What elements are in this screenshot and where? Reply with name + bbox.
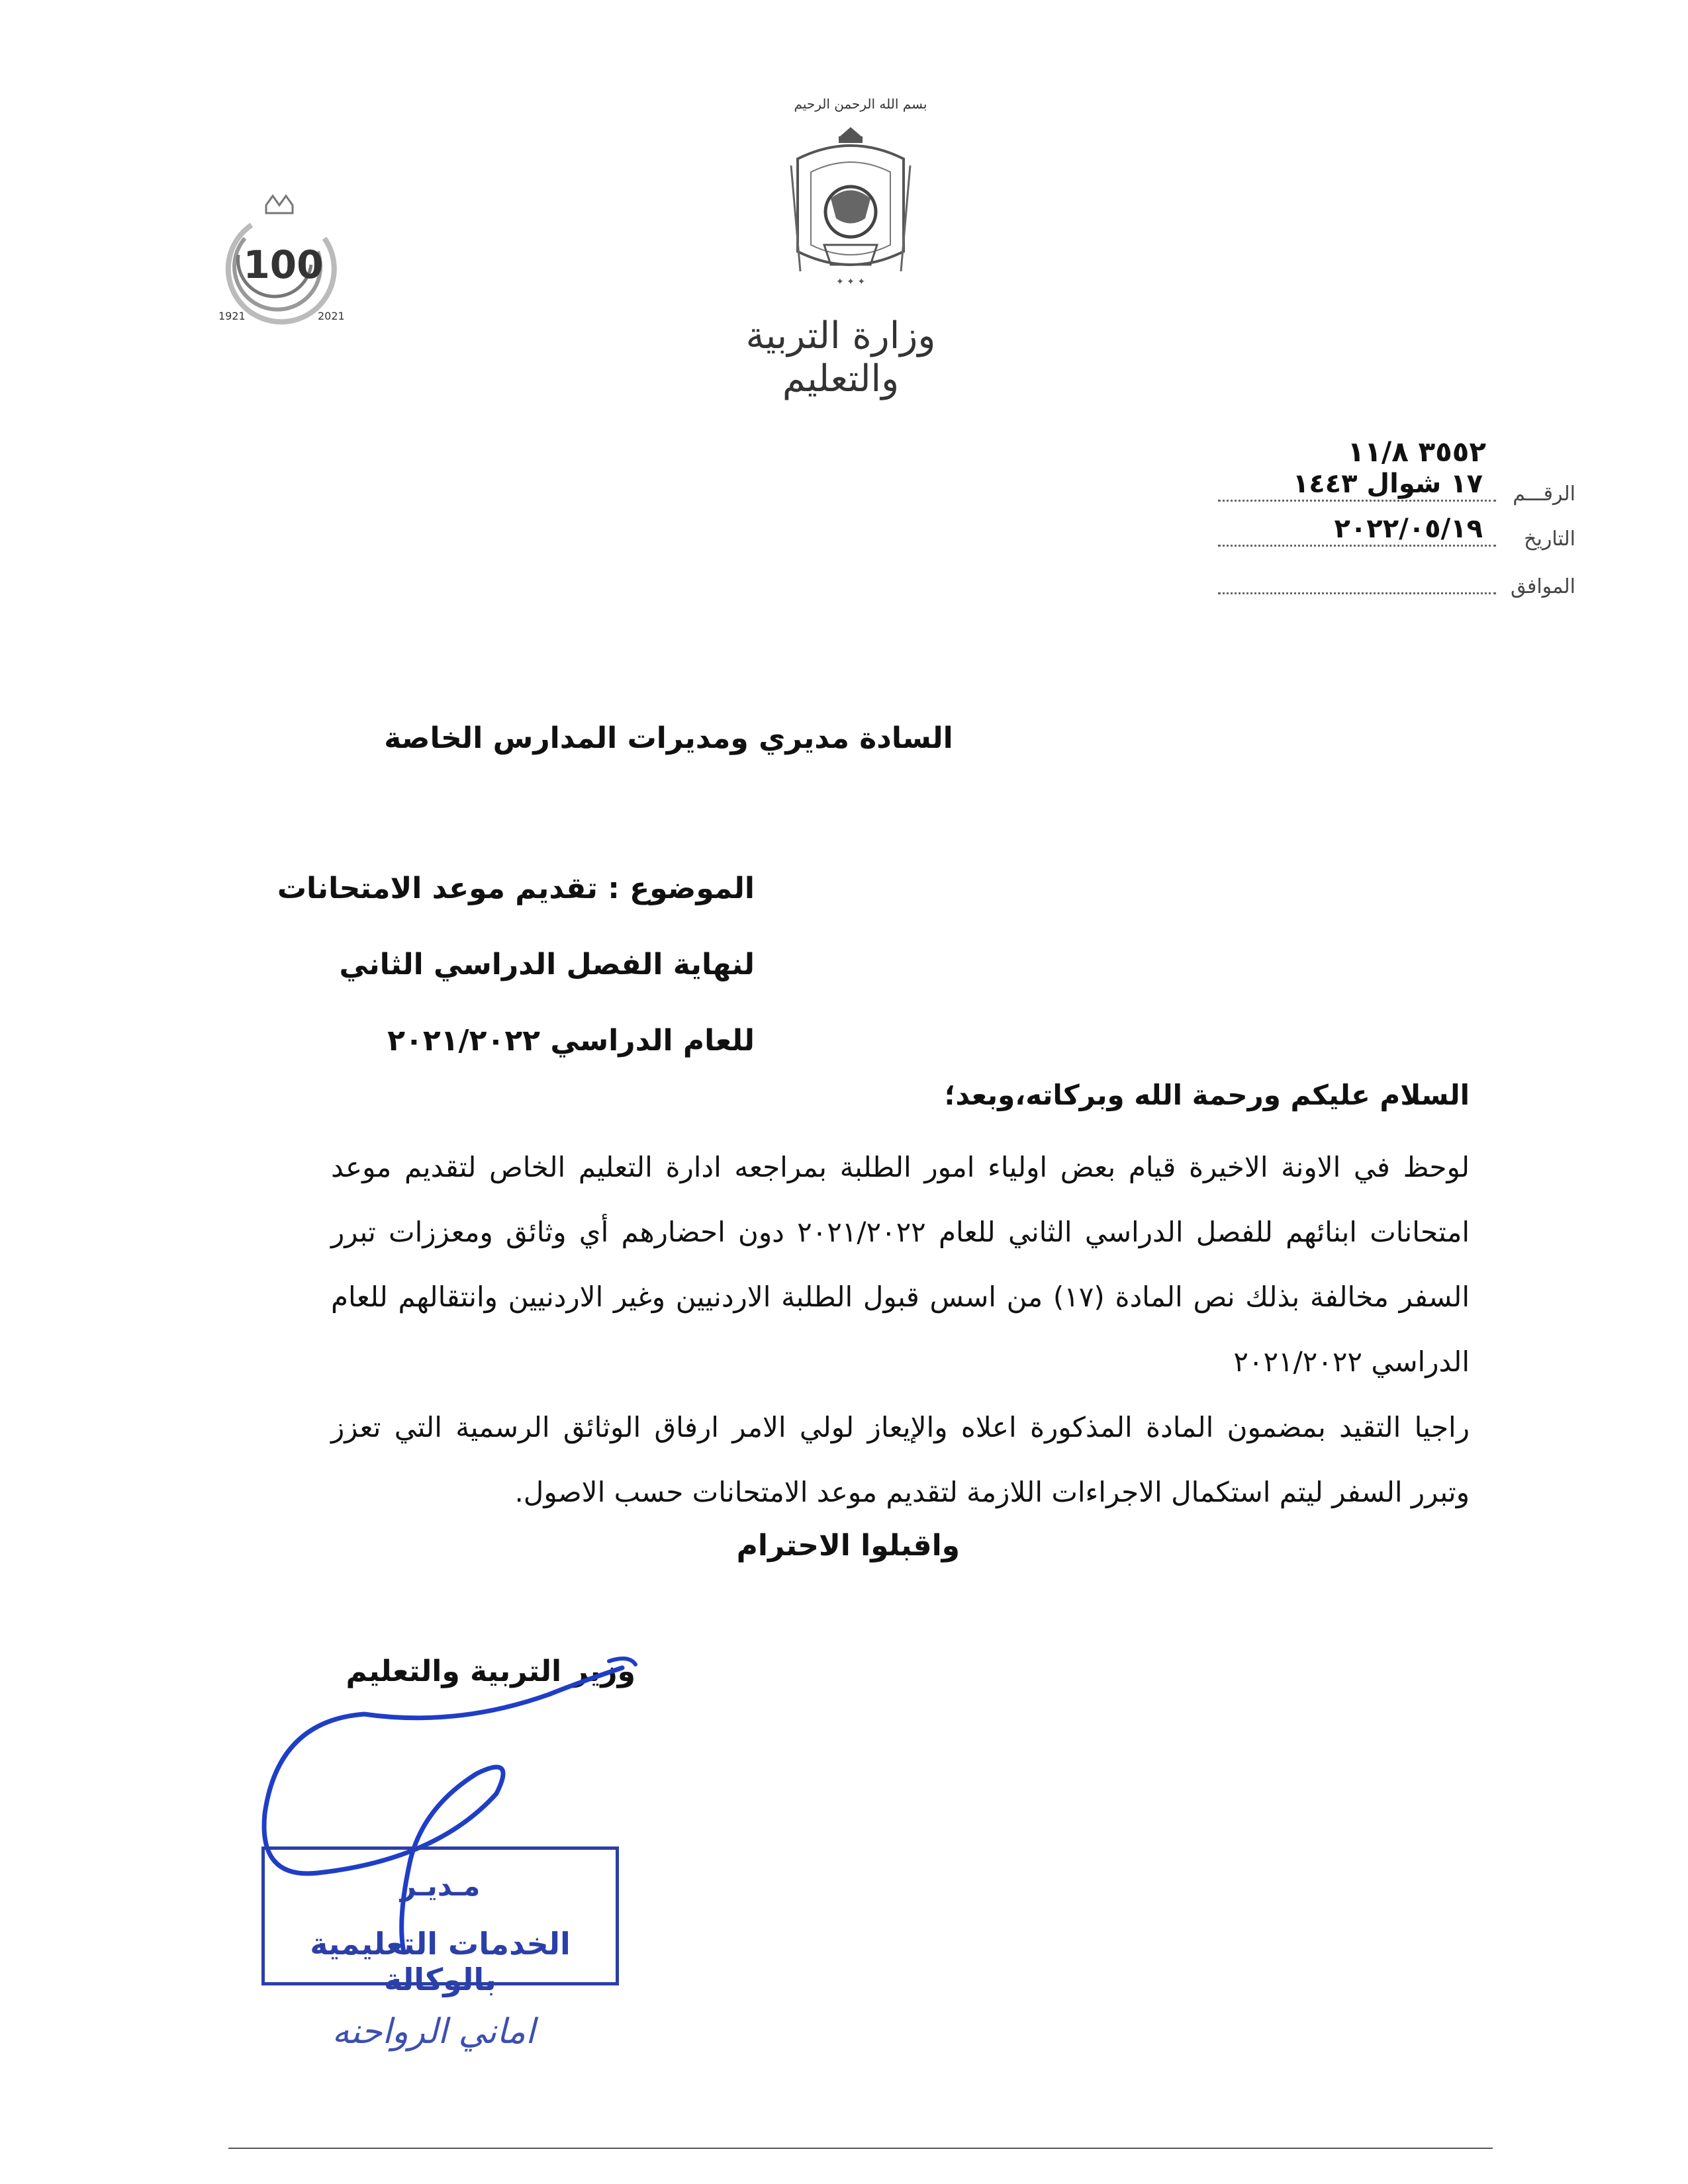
official-stamp bbox=[261, 1846, 619, 1997]
corresponding-date-label: الموافق bbox=[1510, 575, 1575, 598]
subject-block bbox=[277, 850, 755, 1079]
reference-dotted-line bbox=[1218, 500, 1496, 502]
body-paragraph-2: راجيا التقيد بمضمون المادة المذكورة اعلاه والإيعاز لولي الامر ارفاق الوثائق الرسمية التي تعزز وتبرر السفر ليتم استكمال الاجراءات اللازمة لتقديم موعد الامتحانات حسب الاصول. bbox=[331, 1411, 1470, 1508]
footer-divider bbox=[228, 2148, 1493, 2149]
reference-value: ١٧ شوال ١٤٤٣ bbox=[1292, 469, 1483, 499]
centenary-year-start: 1921 bbox=[218, 310, 246, 322]
subject-line-3: للعام الدراسي ٢٠٢١/٢٠٢٢ bbox=[387, 1024, 755, 1058]
reference-number: ٣٥٥٢ ١١/٨ bbox=[1347, 435, 1486, 468]
ministry-logotype: وزارة التربية والتعليم bbox=[745, 314, 936, 400]
corresponding-dotted-line bbox=[1218, 592, 1496, 594]
reference-row bbox=[1218, 470, 1575, 510]
date-label: التاريخ bbox=[1524, 527, 1575, 551]
date-value: ٢٠٢٢/٠٥/١٩ bbox=[1334, 514, 1483, 544]
greeting: السلام عليكم ورحمة الله وبركاته،وبعد؛ bbox=[944, 1079, 1470, 1111]
body-paragraph-1: لوحظ في الاونة الاخيرة قيام بعض اولياء امور الطلبة بمراجعه ادارة التعليم الخاص لتقديم موعد امتحانات ابنائهم للفصل الدراسي الثاني للعام ٢٠٢١/٢٠٢٢ دون احضارهم أي وثائق ومعززات تبرر السفر مخالفة بذلك نص المادة (١٧) من اسس قبول الطلبة الاردنيين وغير الاردنيين وانتقالهم للعام الدراسي ٢٠٢١/٢٠٢٢ bbox=[331, 1151, 1470, 1378]
coat-of-arms-icon bbox=[778, 119, 923, 298]
stamp-department: الخدمات التعليمية بالوكالة bbox=[310, 1926, 571, 1997]
centenary-number: 100 bbox=[243, 242, 324, 287]
addressee: السادة مديري ومديرات المدارس الخاصة bbox=[384, 721, 953, 755]
closing-remark: واقبلوا الاحترام bbox=[736, 1529, 960, 1563]
svg-text:✦ ✦ ✦: ✦ ✦ ✦ bbox=[835, 277, 866, 287]
subject-line-2: لنهاية الفصل الدراسي الثاني bbox=[339, 948, 755, 981]
date-dotted-line bbox=[1218, 545, 1496, 547]
reference-label: الرقـــم bbox=[1513, 482, 1575, 506]
subject-line-1: الموضوع : تقديم موعد الامتحانات bbox=[277, 872, 755, 905]
date-row bbox=[1218, 515, 1575, 555]
centenary-year-end: 2021 bbox=[318, 310, 345, 322]
corresponding-date-row bbox=[1218, 563, 1575, 602]
handwritten-name: اماني الرواحنه bbox=[332, 2012, 536, 2052]
basmala: بسم الله الرحمن الرحيم bbox=[794, 96, 927, 112]
signer-title: وزير التربية والتعليم bbox=[346, 1655, 635, 1688]
stamp-title: مـديـر bbox=[400, 1870, 481, 1902]
